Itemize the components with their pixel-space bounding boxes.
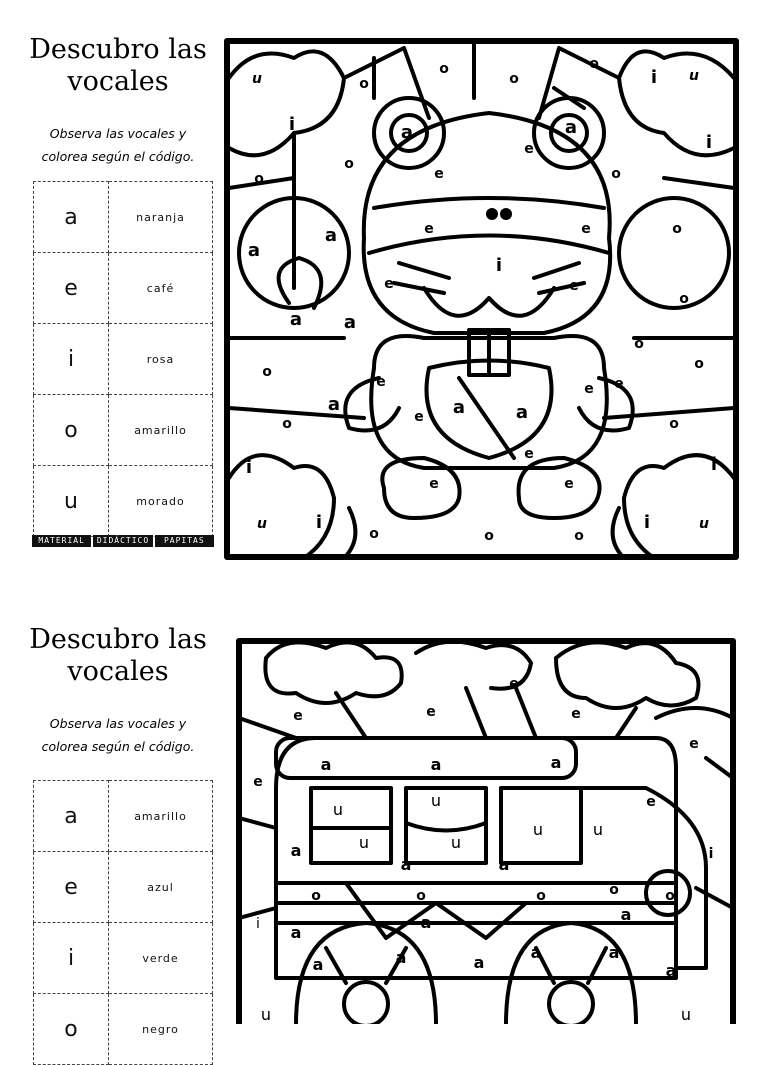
svg-text:i: i: [288, 114, 296, 135]
svg-text:o: o: [311, 888, 321, 904]
svg-text:u: u: [358, 833, 370, 852]
svg-text:e: e: [414, 409, 424, 425]
svg-text:u: u: [260, 1005, 272, 1024]
svg-text:e: e: [584, 381, 594, 397]
code-row: [34, 395, 213, 466]
code-row: [34, 852, 213, 923]
svg-text:a: a: [530, 943, 542, 962]
svg-text:a: a: [498, 855, 510, 874]
svg-text:o: o: [262, 364, 272, 380]
code-vowel: u: [34, 466, 109, 537]
code-row: [34, 781, 213, 852]
svg-text:a: a: [324, 225, 338, 246]
svg-text:e: e: [689, 736, 699, 752]
svg-text:e: e: [569, 278, 579, 294]
code-color: morado: [109, 466, 213, 537]
svg-text:i: i: [643, 512, 651, 533]
code-row: [34, 182, 213, 253]
svg-text:u: u: [430, 791, 442, 810]
code-row: [34, 466, 213, 537]
title-line-2: vocales: [67, 66, 169, 97]
worksheet-bus: [0, 600, 768, 1042]
code-vowel: i: [34, 923, 109, 994]
publisher-word: PAPITAS: [155, 535, 214, 547]
svg-text:o: o: [416, 888, 426, 904]
beaver-icon: [224, 38, 739, 560]
code-row: [34, 253, 213, 324]
svg-text:a: a: [620, 905, 632, 924]
svg-text:o: o: [484, 528, 494, 544]
svg-text:o: o: [344, 156, 354, 172]
svg-text:e: e: [434, 166, 444, 182]
code-color: negro: [109, 994, 213, 1065]
svg-text:a: a: [515, 402, 529, 423]
svg-text:a: a: [312, 955, 324, 974]
svg-text:a: a: [290, 841, 302, 860]
svg-text:o: o: [669, 416, 679, 432]
code-vowel: e: [34, 253, 109, 324]
svg-text:u: u: [592, 820, 604, 839]
publisher-word: MATERIAL: [32, 535, 91, 547]
publisher-word: DIDÁCTICO: [93, 535, 152, 547]
svg-text:e: e: [524, 446, 534, 462]
code-vowel: o: [34, 395, 109, 466]
instruction-line-1: Observa las vocales y: [49, 716, 187, 731]
svg-text:a: a: [608, 943, 620, 962]
svg-text:e: e: [253, 774, 263, 790]
svg-text:o: o: [359, 76, 369, 92]
svg-text:u: u: [680, 1005, 692, 1024]
code-vowel: e: [34, 852, 109, 923]
svg-text:i: i: [245, 457, 253, 478]
svg-text:e: e: [376, 374, 386, 390]
worksheet-title: [18, 34, 218, 98]
worksheet-title: [18, 624, 218, 688]
svg-text:i: i: [650, 67, 658, 88]
svg-text:o: o: [694, 356, 704, 372]
code-vowel: o: [34, 994, 109, 1065]
svg-text:o: o: [536, 888, 546, 904]
code-color: azul: [109, 852, 213, 923]
svg-text:a: a: [452, 397, 466, 418]
svg-text:o: o: [589, 56, 599, 72]
code-row: [34, 994, 213, 1065]
svg-text:e: e: [509, 676, 519, 692]
svg-text:a: a: [247, 240, 261, 261]
code-vowel: a: [34, 182, 109, 253]
svg-text:o: o: [665, 888, 675, 904]
svg-text:i: i: [708, 846, 714, 862]
svg-text:a: a: [550, 753, 562, 772]
color-code-table: [33, 181, 213, 537]
svg-text:e: e: [614, 376, 624, 392]
code-vowel: a: [34, 781, 109, 852]
svg-text:i: i: [495, 255, 503, 276]
svg-text:o: o: [254, 171, 264, 187]
instructions: [20, 712, 216, 758]
svg-text:a: a: [320, 755, 332, 774]
code-color: amarillo: [109, 395, 213, 466]
code-color: amarillo: [109, 781, 213, 852]
svg-text:i: i: [315, 512, 323, 533]
svg-text:a: a: [430, 755, 442, 774]
svg-text:u: u: [332, 800, 344, 819]
svg-text:u: u: [257, 516, 267, 532]
code-color: rosa: [109, 324, 213, 395]
code-color: café: [109, 253, 213, 324]
beaver-coloring-picture: [224, 38, 739, 560]
svg-text:a: a: [420, 913, 432, 932]
svg-text:u: u: [699, 516, 709, 532]
svg-text:u: u: [252, 71, 262, 87]
svg-text:o: o: [282, 416, 292, 432]
instruction-line-2: colorea según el código.: [41, 739, 195, 754]
svg-text:a: a: [327, 394, 341, 415]
svg-text:a: a: [395, 948, 407, 967]
svg-text:o: o: [574, 528, 584, 544]
instruction-line-2: colorea según el código.: [41, 149, 195, 164]
instructions: [20, 122, 216, 168]
svg-text:a: a: [290, 923, 302, 942]
svg-text:e: e: [293, 708, 303, 724]
svg-text:e: e: [524, 141, 534, 157]
code-vowel: i: [34, 324, 109, 395]
svg-text:u: u: [450, 833, 462, 852]
svg-text:e: e: [384, 276, 394, 292]
svg-text:a: a: [400, 122, 414, 143]
svg-text:a: a: [343, 312, 357, 333]
svg-text:e: e: [581, 221, 591, 237]
code-row: [34, 923, 213, 994]
title-line-1: Descubro las: [29, 624, 207, 655]
instruction-line-1: Observa las vocales y: [49, 126, 187, 141]
svg-text:i: i: [705, 132, 713, 153]
svg-text:i: i: [256, 916, 260, 932]
svg-text:a: a: [665, 961, 677, 980]
svg-text:a: a: [289, 309, 303, 330]
svg-text:e: e: [429, 476, 439, 492]
svg-text:o: o: [634, 336, 644, 352]
school-bus-icon: [236, 638, 736, 1024]
svg-text:e: e: [646, 794, 656, 810]
svg-text:o: o: [611, 166, 621, 182]
color-code-table: [33, 780, 213, 1065]
svg-text:i: i: [710, 454, 718, 475]
svg-text:e: e: [426, 704, 436, 720]
svg-text:e: e: [571, 706, 581, 722]
code-color: naranja: [109, 182, 213, 253]
svg-text:o: o: [369, 526, 379, 542]
svg-text:o: o: [439, 61, 449, 77]
svg-text:o: o: [509, 71, 519, 87]
code-color: verde: [109, 923, 213, 994]
svg-text:u: u: [532, 820, 544, 839]
svg-text:o: o: [672, 221, 682, 237]
svg-text:o: o: [609, 882, 619, 898]
svg-text:a: a: [400, 855, 412, 874]
code-row: [34, 324, 213, 395]
svg-text:e: e: [564, 476, 574, 492]
svg-text:a: a: [564, 117, 578, 138]
svg-text:a: a: [473, 953, 485, 972]
title-line-1: Descubro las: [29, 34, 207, 65]
svg-text:o: o: [679, 291, 689, 307]
title-line-2: vocales: [67, 656, 169, 687]
publisher-strip: [32, 535, 214, 547]
svg-text:e: e: [424, 221, 434, 237]
svg-text:u: u: [689, 68, 699, 84]
bus-coloring-picture: [236, 638, 736, 1024]
